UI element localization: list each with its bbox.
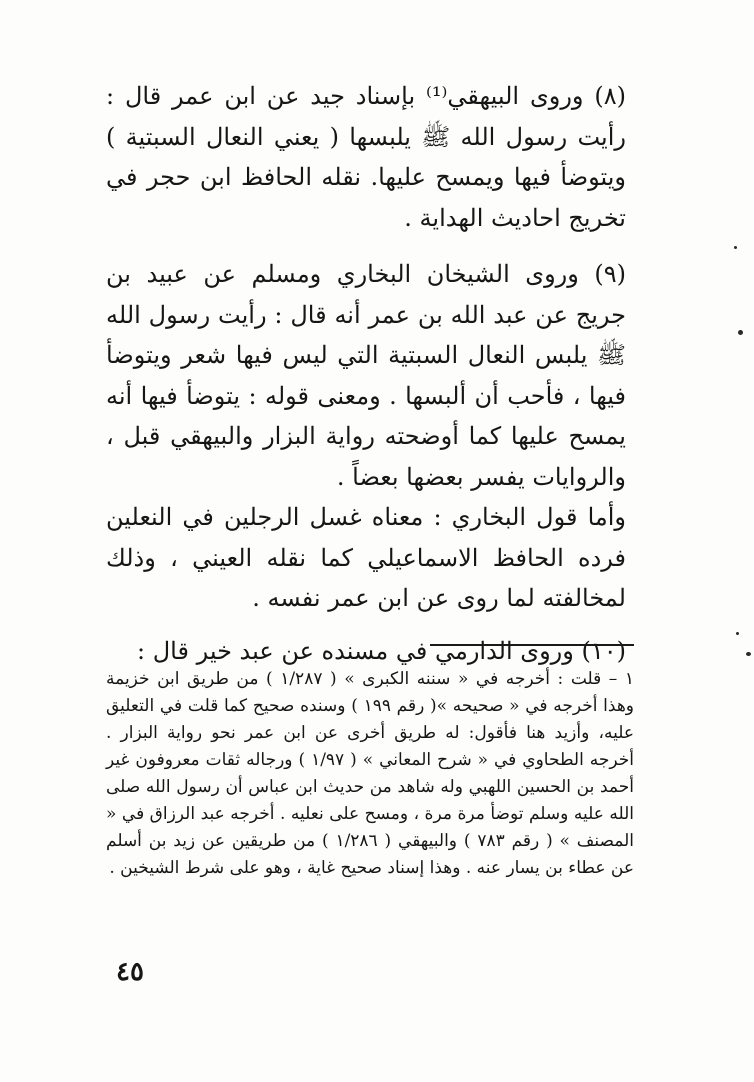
footnote-block [106, 666, 634, 882]
paragraph-9-continued: وأما قول البخاري : معناه غسل الرجلين في النعلين فرده الحافظ الاسماعيلي كما نقله العيني ، وذلك لمخالفته لما روى عن ابن عمر نفسه . [106, 503, 626, 612]
paragraph-8: (٨) وروى البيهقي⁽¹⁾ بإسناد جيد عن ابن عمر قال : رأيت رسول الله ﷺ يلبسها ( يعني النعال السبتية ) ويتوضأ فيها ويمسح عليها. نقله الحافظ ابن حجر في تخريج احاديث الهداية . [106, 82, 626, 232]
scan-speck [734, 246, 737, 249]
scan-speck [746, 652, 751, 656]
footnote-text: ١ – قلت : أخرجه في « سننه الكبرى » ( ١/٢٨٧ ) من طريق ابن خزيمة وهذا أخرجه في « صحيحه »( رقم ١٩٩ ) وسنده صحيح كما قلت في التعليق عليه، وأزيد هنا فأقول: له طريق أخرى عن ابن عمر نحو رواية البزار . أخرجه الطحاوي في « شرح المعاني » ( ١/٩٧ ) ورجاله ثقات معروفون غير أحمد بن الحسين اللهبي وله شاهد من حديث ابن عباس أن رسول الله صلى الله عليه وسلم توضأ مرة مرة ، ومسح على نعليه . أخرجه عبد الرزاق في « المصنف » ( رقم ٧٨٣ ) والبيهقي ( ١/٢٨٦ ) من طريقين عن زيد بن أسلم عن عطاء بن يسار عنه . وهذا إسناد صحيح غاية ، وهو على شرط الشيخين . [106, 669, 635, 878]
paragraph-9: (٩) وروى الشيخان البخاري ومسلم عن عبيد بن جريج عن عبد الله بن عمر أنه قال : رأيت رسول الله ﷺ يلبس النعال السبتية التي ليس فيها شعر ويتوضأ فيها ، فأحب أن ألبسها . ومعنى قوله : يتوضأ فيها أنه يمسح عليها كما أوضحته رواية البزار والبيهقي قبل ، والروايات يفسر بعضها بعضاً . [106, 260, 626, 491]
scan-speck [738, 330, 743, 335]
page-number: ٤٥ [116, 957, 144, 987]
scan-speck [736, 632, 739, 635]
paragraph-10: (١٠) وروى الدارمي في مسنده عن عبد خير قال : [137, 636, 626, 665]
main-text-block [106, 76, 626, 671]
footnote-separator [430, 644, 634, 646]
